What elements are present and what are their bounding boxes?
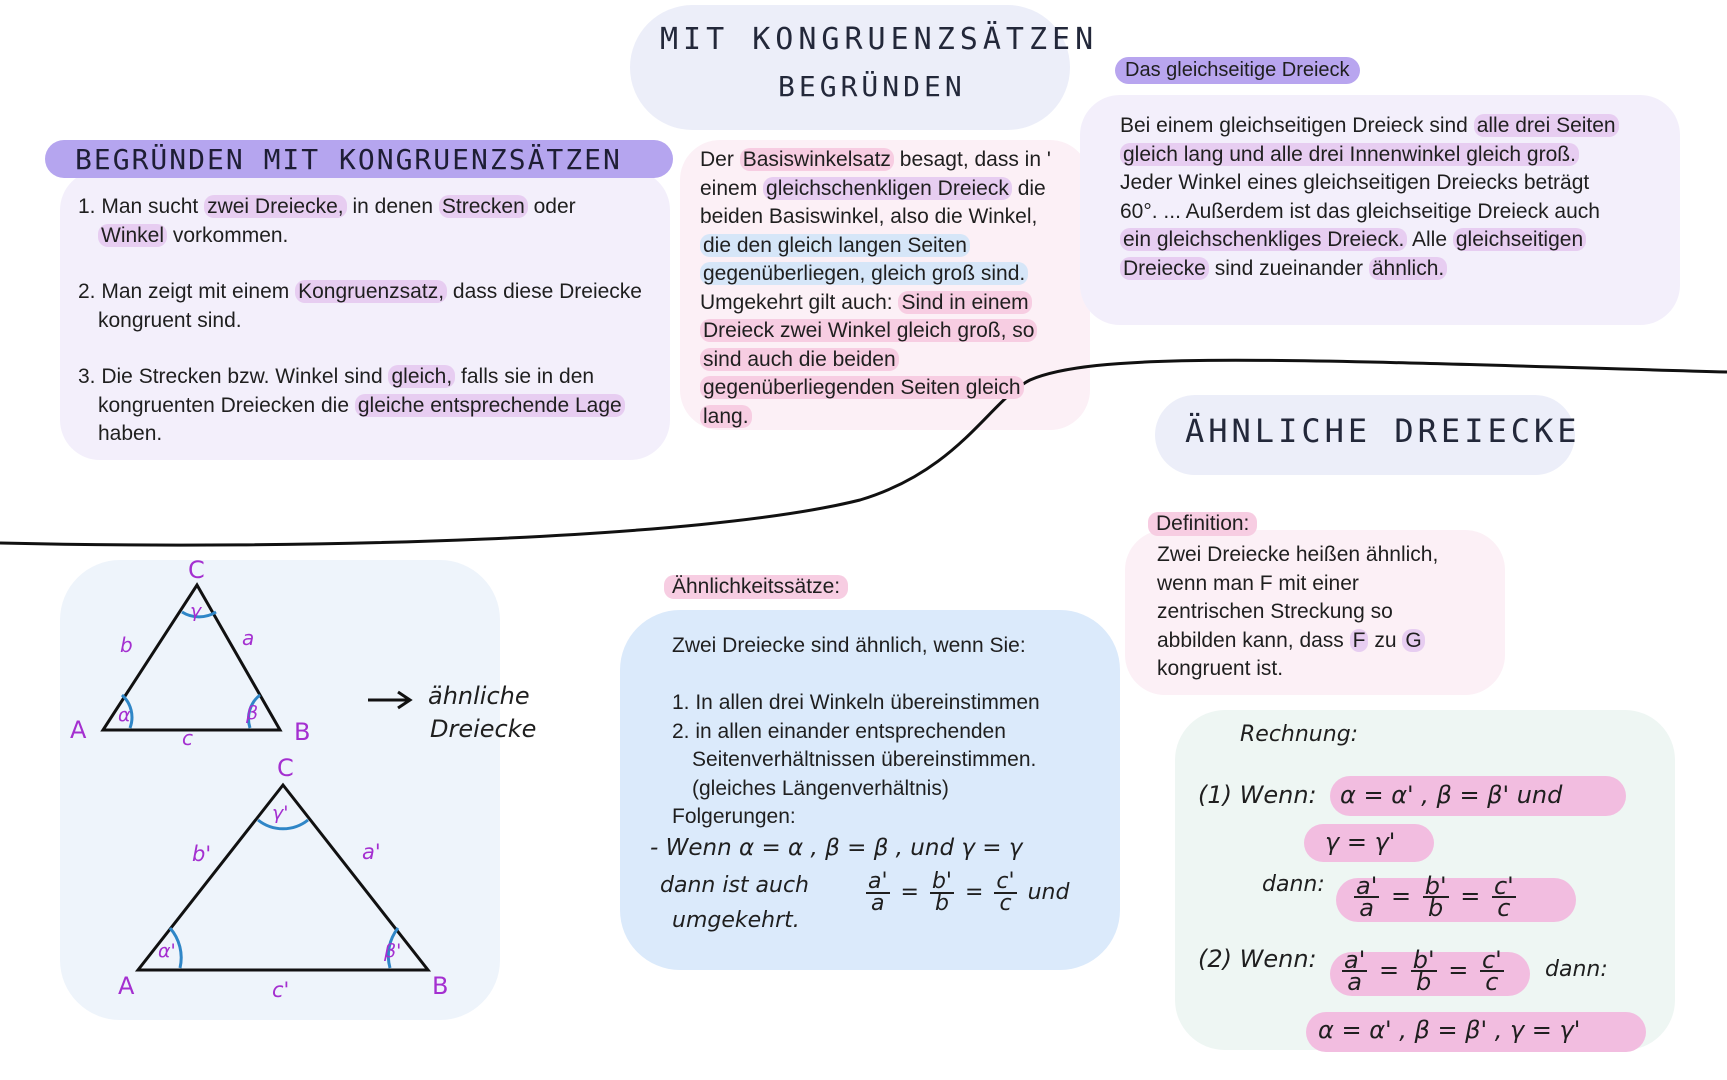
large-a: a' — [362, 840, 381, 864]
large-c: c' — [272, 978, 290, 1002]
saetze-text: Zwei Dreiecke sind ähnlich, wenn Sie: 1. In allen drei Winkeln übereinstimmen 2. in allen einander entsprechenden Seitenverhältnissen übereinstimmen. (gleiches Längenverhältnis) Folgerungen: — [672, 634, 1040, 828]
large-b: b' — [192, 842, 212, 866]
folgerung-line2: dann ist auch — [660, 873, 809, 898]
rechnung-dann1: dann: — [1262, 872, 1325, 897]
rechnung-w1-math: α = α' , β = β' und — [1340, 781, 1563, 809]
left-item-1: 1. Man sucht zwei Dreiecke, in denen Strecken oder Winkel vorkommen. — [78, 195, 576, 247]
large-beta: β' — [384, 940, 402, 962]
small-a: a — [242, 626, 255, 650]
small-alpha: α — [118, 704, 131, 726]
aehnliche-title: ÄHNLICHE DREIECKE — [1185, 412, 1581, 450]
definition-text: Zwei Dreiecke heißen ähnlich, wenn man F mit einer zentrischen Streckung so abbilden kann, dass F zu G kongruent ist. — [1157, 543, 1439, 680]
gleichseitig-label: Das gleichseitige Dreieck — [1115, 57, 1360, 84]
folgerung-fractions: $\frac{a'}{a}$ = $\frac{b'}{b}$ = $\frac{c'}{c}$ und — [868, 869, 1070, 916]
large-B: B — [432, 972, 449, 1000]
rechnung-w1-math2: γ = γ' — [1325, 828, 1396, 856]
large-A: A — [118, 972, 135, 1000]
folgerung-line1: - Wenn α = α , β = β , und γ = γ — [650, 835, 1023, 861]
rechnung-w1: (1) Wenn: — [1198, 781, 1317, 809]
rechnung-label: Rechnung: — [1240, 722, 1359, 747]
top-title-line2: BEGRÜNDEN — [778, 70, 966, 103]
rechnung-w2: (2) Wenn: — [1198, 945, 1317, 973]
rechnung-w2-math: α = α' , β = β' , γ = γ' — [1318, 1016, 1581, 1044]
large-C: C — [277, 754, 294, 782]
large-alpha: α' — [158, 940, 176, 962]
small-A: A — [70, 716, 87, 744]
large-gamma: γ' — [272, 802, 289, 824]
left-heading: BEGRÜNDEN MIT KONGRUENZSÄTZEN — [75, 143, 622, 176]
definition-label: Definition: — [1148, 512, 1257, 536]
top-title-line1: MIT KONGRUENZSÄTZEN — [660, 22, 1099, 57]
saetze-label: Ähnlichkeitssätze: — [664, 575, 848, 599]
left-item-2: 2. Man zeigt mit einem Kongruenzsatz, dass diese Dreiecke kongruent sind. — [78, 280, 642, 332]
small-beta: β — [246, 702, 259, 724]
gleichseitig-text: Bei einem gleichseitigen Dreieck sind alle drei Seiten gleich lang und alle drei Innenwinkel gleich groß. Jeder Winkel eines gleichseitigen Dreiecks beträgt 60°. ... Außerdem ist das gleichseitige Dreieck auch ein gleichschenkliges Dreieck. Alle gleichseitigen Dreiecke sind zueinander ähnlich. — [1120, 112, 1680, 283]
small-gamma: γ — [190, 600, 202, 622]
basiswinkel-text: Der Basiswinkelsatz besagt, dass in ' einem gleichschenkligen Dreieck die beiden Basiswinkel, also die Winkel, die den gleich langen Seiten gegenüberliegen, gleich groß sind. Umgekehrt gilt auch: Sind in einem Dreieck zwei Winkel gleich groß, so sind auch die beiden gegenüberliegenden Seiten gleich lang. — [700, 148, 1051, 428]
rechnung-dann2: dann: — [1545, 957, 1608, 982]
folgerung-line3: umgekehrt. — [672, 908, 800, 933]
arrow-text-2: Dreiecke — [430, 715, 537, 743]
arrow-text-1: ähnliche — [428, 682, 530, 710]
small-B: B — [294, 718, 311, 746]
rechnung-w2-frac: $\frac{a'}{a}$ = $\frac{b'}{b}$ = $\frac{c'}{c}$ — [1344, 946, 1502, 996]
small-C: C — [188, 556, 205, 584]
small-b: b — [120, 633, 133, 657]
left-item-3: 3. Die Strecken bzw. Winkel sind gleich, falls sie in den kongruenten Dreiecken die gleiche entsprechende Lage haben. — [78, 363, 678, 449]
small-c: c — [182, 726, 193, 750]
rechnung-dann1-frac: $\frac{a'}{a}$ = $\frac{b'}{b}$ = $\frac{c'}{c}$ — [1356, 872, 1514, 922]
